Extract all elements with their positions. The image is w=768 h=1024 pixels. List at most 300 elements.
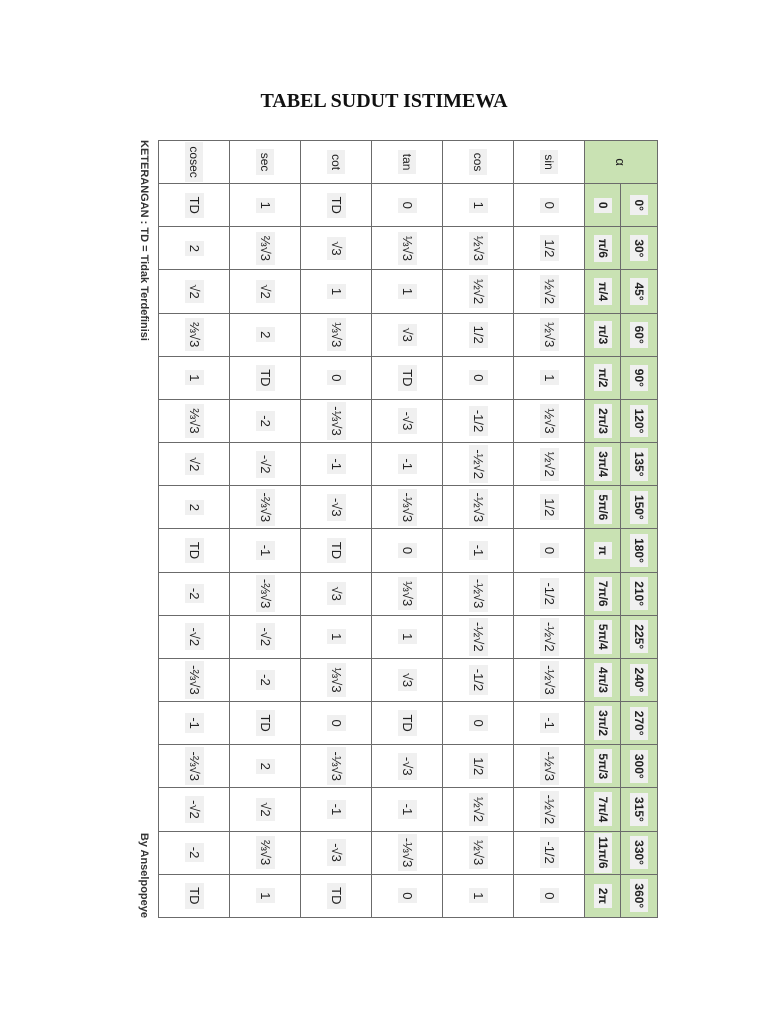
angle-radian-cell-text: π/2 (594, 364, 612, 391)
value-cell (301, 313, 372, 356)
angle-degree-cell (621, 399, 658, 442)
value-cell (514, 831, 585, 874)
value-cell-text: ½√3 (540, 404, 559, 437)
angle-degree-cell-text: 60° (630, 322, 648, 348)
angle-degree-cell-text: 45° (630, 278, 648, 304)
function-name-cell (230, 141, 301, 184)
angle-degree-cell-text: 90° (630, 365, 648, 391)
value-cell-text: -⅔√3 (185, 661, 204, 699)
value-cell (230, 788, 301, 831)
value-cell-text: 0 (398, 543, 417, 558)
value-cell-text: -√3 (327, 494, 346, 521)
value-cell (159, 356, 230, 399)
value-cell-text: -2 (185, 584, 204, 604)
value-cell (230, 399, 301, 442)
value-cell (301, 874, 372, 917)
value-cell-text: -½√2 (469, 445, 488, 483)
value-cell-text: ½√3 (469, 836, 488, 869)
angle-radian-cell (585, 399, 622, 442)
angle-radian-cell (585, 702, 622, 745)
value-cell (230, 313, 301, 356)
value-cell-text: -1/2 (540, 837, 559, 867)
value-cell (159, 184, 230, 227)
value-cell-text: TD (398, 710, 417, 735)
function-name-cell (443, 141, 514, 184)
value-cell (514, 572, 585, 615)
value-cell-text: TD (256, 365, 275, 390)
value-cell (159, 658, 230, 701)
value-cell (514, 356, 585, 399)
value-cell-text: √2 (256, 798, 275, 820)
value-cell-text: √3 (398, 669, 417, 691)
value-cell (230, 831, 301, 874)
value-cell (514, 702, 585, 745)
angle-radian-cell (585, 788, 622, 831)
value-cell (443, 788, 514, 831)
value-cell (230, 184, 301, 227)
function-name-cell-text: cot (327, 150, 345, 174)
value-cell (230, 486, 301, 529)
value-cell-text: 0 (398, 888, 417, 903)
value-cell (301, 356, 372, 399)
function-name-cell-text: sin (540, 150, 558, 173)
angle-radian-cell-text: 5π/6 (594, 490, 612, 524)
angle-degree-cell (621, 227, 658, 270)
angle-degree-cell-text: 330° (630, 836, 648, 869)
value-cell-text: 2 (256, 327, 275, 342)
function-row-cos (443, 141, 514, 918)
value-cell (372, 399, 443, 442)
value-cell (443, 356, 514, 399)
value-cell-text: √3 (327, 582, 346, 604)
value-cell-text: -1/2 (469, 406, 488, 436)
angle-degree-cell (621, 745, 658, 788)
value-cell-text: ½√2 (469, 275, 488, 308)
function-row-tan (372, 141, 443, 918)
value-cell (372, 658, 443, 701)
angle-radian-cell (585, 615, 622, 658)
value-cell (443, 184, 514, 227)
value-cell (372, 486, 443, 529)
angle-radian-row (585, 141, 622, 918)
value-cell-text: 1/2 (540, 235, 559, 261)
value-cell (372, 270, 443, 313)
value-cell-text: 0 (327, 715, 346, 730)
function-name-cell-text: sec (256, 149, 274, 176)
angle-degree-cell-text: 0° (630, 195, 648, 214)
angle-degree-cell-text: 120° (630, 405, 648, 438)
angle-radian-cell (585, 443, 622, 486)
value-cell-text: 1 (469, 888, 488, 903)
value-cell (372, 227, 443, 270)
value-cell (514, 529, 585, 572)
value-cell (372, 356, 443, 399)
angle-radian-cell (585, 270, 622, 313)
value-cell (159, 227, 230, 270)
value-cell (159, 874, 230, 917)
value-cell-text: -⅓√3 (327, 402, 346, 440)
value-cell-text: -½√3 (469, 489, 488, 527)
value-cell-text: ⅓√3 (327, 663, 346, 696)
angle-degree-cell (621, 788, 658, 831)
value-cell-text: -⅓√3 (327, 747, 346, 785)
value-cell-text: ⅓√3 (327, 318, 346, 351)
angle-radian-cell (585, 658, 622, 701)
value-cell (301, 831, 372, 874)
value-cell (159, 529, 230, 572)
value-cell-text: -⅔√3 (256, 489, 275, 527)
value-cell (514, 658, 585, 701)
angle-radian-cell-text: 5π/3 (594, 749, 612, 783)
value-cell (301, 658, 372, 701)
value-cell-text: ½√2 (540, 275, 559, 308)
value-cell-text: TD (185, 538, 204, 563)
function-row-cosec (159, 141, 230, 918)
value-cell (301, 745, 372, 788)
value-cell-text: -√2 (185, 796, 204, 823)
angle-degree-cell (621, 831, 658, 874)
angle-degree-cell (621, 270, 658, 313)
angle-radian-cell-text: 0 (594, 198, 612, 213)
value-cell-text: 1 (398, 629, 417, 644)
value-cell-text: TD (185, 883, 204, 908)
value-cell-text: -√3 (398, 408, 417, 435)
value-cell-text: -1 (327, 454, 346, 474)
value-cell-text: -1/2 (469, 665, 488, 695)
value-cell (301, 572, 372, 615)
value-cell (372, 313, 443, 356)
value-cell-text: 1/2 (469, 753, 488, 779)
angle-radian-cell (585, 313, 622, 356)
value-cell (443, 313, 514, 356)
value-cell (301, 270, 372, 313)
value-cell-text: -√3 (327, 839, 346, 866)
function-row-cot (301, 141, 372, 918)
angle-degree-cell-text: 315° (630, 793, 648, 826)
angle-degree-cell-text: 300° (630, 750, 648, 783)
angle-radian-cell-text: π (594, 542, 612, 559)
value-cell-text: -1 (256, 541, 275, 561)
value-cell (230, 270, 301, 313)
value-cell (514, 399, 585, 442)
value-cell-text: ½√2 (469, 793, 488, 826)
value-cell (230, 745, 301, 788)
value-cell-text: 1 (256, 888, 275, 903)
value-cell (372, 184, 443, 227)
value-cell (159, 443, 230, 486)
value-cell-text: -⅓√3 (398, 834, 417, 872)
angle-radian-cell (585, 486, 622, 529)
value-cell (443, 572, 514, 615)
value-cell-text: TD (256, 710, 275, 735)
value-cell (301, 399, 372, 442)
value-cell-text: ⅔√3 (256, 836, 275, 869)
value-cell (443, 615, 514, 658)
angle-degree-cell (621, 313, 658, 356)
value-cell-text: -1 (540, 713, 559, 733)
value-cell (514, 227, 585, 270)
angle-degree-cell-text: 30° (630, 235, 648, 261)
value-cell-text: -√2 (256, 451, 275, 478)
value-cell-text: -⅔√3 (185, 747, 204, 785)
angle-radian-cell-text: 5π/4 (594, 620, 612, 654)
value-cell-text: 1 (256, 198, 275, 213)
value-cell-text: ⅔√3 (256, 232, 275, 265)
angle-degree-cell (621, 874, 658, 917)
value-cell-text: √3 (398, 324, 417, 346)
value-cell (514, 443, 585, 486)
function-name-cell (159, 141, 230, 184)
value-cell-text: 0 (540, 543, 559, 558)
angle-radian-cell-text: 7π/6 (594, 577, 612, 611)
value-cell (230, 658, 301, 701)
function-name-cell (372, 141, 443, 184)
value-cell-text: -1 (398, 454, 417, 474)
value-cell-text: -½√2 (469, 618, 488, 656)
value-cell (301, 227, 372, 270)
value-cell (514, 270, 585, 313)
value-cell (159, 831, 230, 874)
value-cell (372, 702, 443, 745)
value-cell-text: -½√2 (540, 618, 559, 656)
angle-radian-cell-text: π/6 (594, 235, 612, 262)
value-cell-text: 1/2 (540, 494, 559, 520)
function-name-cell-text: tan (398, 150, 416, 175)
value-cell-text: 2 (185, 500, 204, 515)
value-cell-text: 1 (469, 198, 488, 213)
value-cell (443, 399, 514, 442)
angle-radian-cell (585, 529, 622, 572)
value-cell-text: 1 (185, 370, 204, 385)
value-cell-text: √3 (327, 237, 346, 259)
function-name-cell-text: cosec (185, 142, 203, 181)
value-cell (230, 529, 301, 572)
value-cell (301, 184, 372, 227)
value-cell (443, 658, 514, 701)
value-cell-text: -½√3 (540, 747, 559, 785)
legend-note: KETERANGAN : TD = Tidak Terdefinisi (138, 140, 150, 341)
value-cell (514, 184, 585, 227)
value-cell (159, 745, 230, 788)
angle-degree-cell (621, 486, 658, 529)
value-cell (443, 831, 514, 874)
angle-degree-cell (621, 443, 658, 486)
angle-degree-cell (621, 529, 658, 572)
value-cell-text: ½√3 (469, 232, 488, 265)
value-cell-text: TD (327, 883, 346, 908)
value-cell (301, 788, 372, 831)
value-cell-text: -√3 (398, 753, 417, 780)
value-cell-text: 1/2 (469, 322, 488, 348)
value-cell (372, 572, 443, 615)
angle-radian-cell-text: 2π/3 (594, 404, 612, 438)
function-name-cell-text: cos (469, 149, 487, 176)
value-cell-text: 0 (327, 370, 346, 385)
value-cell-text: √2 (185, 280, 204, 302)
value-cell (372, 874, 443, 917)
value-cell (372, 615, 443, 658)
value-cell-text: -1 (398, 800, 417, 820)
value-cell-text: TD (327, 193, 346, 218)
angle-radian-cell-text: 3π/4 (594, 447, 612, 481)
value-cell-text: TD (185, 193, 204, 218)
value-cell-text: 1 (327, 284, 346, 299)
value-cell (159, 486, 230, 529)
value-cell (301, 702, 372, 745)
value-cell-text: 2 (185, 241, 204, 256)
value-cell (514, 874, 585, 917)
value-cell (443, 227, 514, 270)
value-cell (159, 615, 230, 658)
angle-radian-cell (585, 227, 622, 270)
value-cell (443, 486, 514, 529)
author-credit: By Anselpopeye (138, 832, 150, 918)
value-cell (443, 443, 514, 486)
angle-degree-row (621, 141, 658, 918)
angle-degree-cell (621, 572, 658, 615)
angle-degree-cell (621, 658, 658, 701)
angle-radian-cell (585, 572, 622, 615)
value-cell (230, 874, 301, 917)
angle-degree-cell-text: 150° (630, 491, 648, 524)
value-cell-text: ⅓√3 (398, 577, 417, 610)
value-cell-text: -2 (185, 843, 204, 863)
value-cell-text: -2 (256, 670, 275, 690)
value-cell-text: 0 (398, 198, 417, 213)
value-cell (443, 702, 514, 745)
value-cell-text: 0 (469, 715, 488, 730)
angle-degree-cell-text: 180° (630, 534, 648, 567)
value-cell (159, 270, 230, 313)
angle-degree-cell (621, 356, 658, 399)
value-cell (159, 702, 230, 745)
angle-radian-cell-text: 3π/2 (594, 706, 612, 740)
value-cell-text: -1 (469, 541, 488, 561)
value-cell-text: -½√2 (540, 791, 559, 829)
angle-radian-cell (585, 184, 622, 227)
angle-radian-cell-text: π/3 (594, 321, 612, 348)
value-cell (443, 529, 514, 572)
value-cell (301, 486, 372, 529)
angle-degree-cell-text: 210° (630, 577, 648, 610)
value-cell (230, 227, 301, 270)
function-row-sin (514, 141, 585, 918)
value-cell (443, 874, 514, 917)
angle-degree-cell (621, 615, 658, 658)
value-cell (372, 745, 443, 788)
value-cell (372, 443, 443, 486)
value-cell-text: 2 (256, 759, 275, 774)
value-cell-text: 0 (540, 888, 559, 903)
value-cell (301, 529, 372, 572)
value-cell-text: -½√3 (469, 575, 488, 613)
angle-degree-cell-text: 225° (630, 620, 648, 653)
value-cell-text: 0 (469, 370, 488, 385)
value-cell (514, 313, 585, 356)
value-cell-text: 1 (540, 370, 559, 385)
value-cell (443, 745, 514, 788)
value-cell-text: TD (398, 365, 417, 390)
value-cell-text: ⅔√3 (185, 318, 204, 351)
angle-degree-cell (621, 702, 658, 745)
angle-degree-cell (621, 184, 658, 227)
angle-degree-cell-text: 360° (630, 879, 648, 912)
angle-radian-cell (585, 745, 622, 788)
angle-radian-cell (585, 874, 622, 917)
value-cell (514, 486, 585, 529)
trig-table-container (108, 140, 658, 918)
angle-degree-cell-text: 240° (630, 664, 648, 697)
value-cell-text: -½√3 (540, 661, 559, 699)
function-row-sec (230, 141, 301, 918)
value-cell (514, 745, 585, 788)
value-cell (159, 572, 230, 615)
value-cell-text: ⅔√3 (185, 404, 204, 437)
value-cell (372, 831, 443, 874)
angle-degree-cell-text: 270° (630, 707, 648, 740)
value-cell (159, 788, 230, 831)
value-cell (230, 702, 301, 745)
value-cell (230, 356, 301, 399)
value-cell (372, 788, 443, 831)
value-cell-text: -1 (185, 713, 204, 733)
angle-radian-cell-text: 4π/3 (594, 663, 612, 697)
corner-header-cell (585, 141, 658, 184)
value-cell (159, 399, 230, 442)
rotated-table-sheet (108, 140, 658, 918)
angle-radian-cell (585, 831, 622, 874)
value-cell-text: -1 (327, 800, 346, 820)
value-cell-text: TD (327, 538, 346, 563)
value-cell-text: 0 (540, 198, 559, 213)
value-cell-text: 1 (398, 284, 417, 299)
value-cell (514, 788, 585, 831)
angle-radian-cell-text: 7π/4 (594, 792, 612, 826)
value-cell (372, 529, 443, 572)
value-cell-text: ½√2 (540, 448, 559, 481)
special-angles-table (158, 140, 658, 918)
corner-alpha-label: α (613, 158, 629, 166)
value-cell-text: 1 (327, 629, 346, 644)
angle-radian-cell-text: π/4 (594, 278, 612, 305)
value-cell-text: -2 (256, 411, 275, 431)
value-cell-text: -1/2 (540, 578, 559, 608)
angle-radian-cell-text: 11π/6 (594, 833, 612, 873)
value-cell (514, 615, 585, 658)
value-cell-text: -√2 (256, 623, 275, 650)
value-cell (159, 313, 230, 356)
function-name-cell (514, 141, 585, 184)
value-cell-text: -⅓√3 (398, 489, 417, 527)
value-cell-text: √2 (256, 280, 275, 302)
value-cell-text: √2 (185, 453, 204, 475)
page-title: TABEL SUDUT ISTIMEWA (260, 90, 508, 112)
value-cell-text: ½√3 (540, 318, 559, 351)
value-cell (230, 615, 301, 658)
angle-degree-cell-text: 135° (630, 448, 648, 481)
value-cell-text: -⅔√3 (256, 575, 275, 613)
value-cell-text: ⅓√3 (398, 232, 417, 265)
value-cell-text: -√2 (185, 623, 204, 650)
value-cell (443, 270, 514, 313)
value-cell (301, 615, 372, 658)
value-cell (230, 572, 301, 615)
value-cell (230, 443, 301, 486)
angle-radian-cell (585, 356, 622, 399)
value-cell (301, 443, 372, 486)
angle-radian-cell-text: 2π (594, 884, 612, 908)
function-name-cell (301, 141, 372, 184)
